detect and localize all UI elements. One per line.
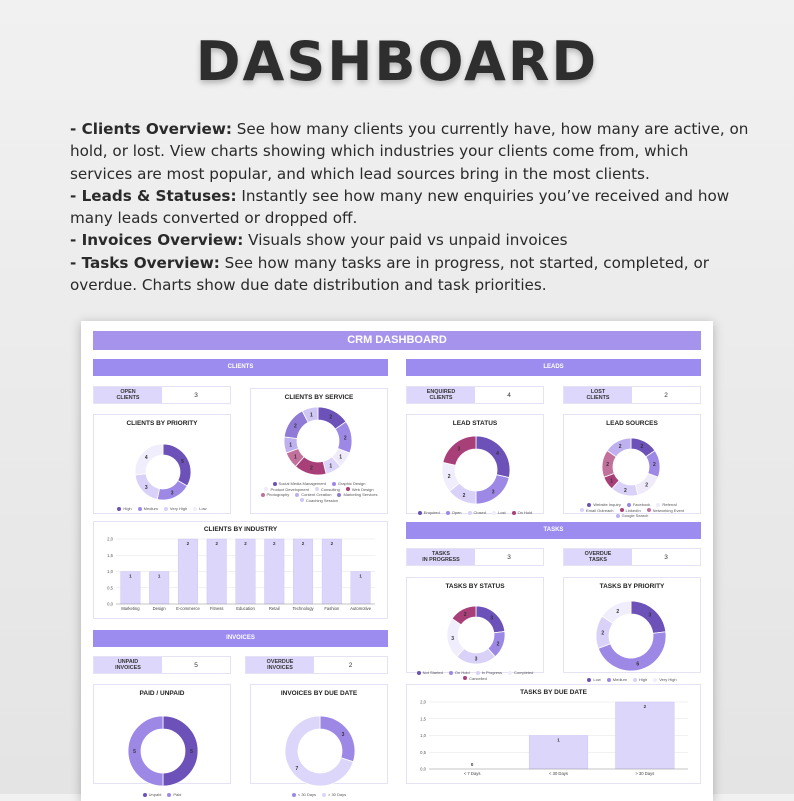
crm-dashboard-sheet (81, 321, 713, 801)
kpi-label: OPEN CLIENTS (94, 387, 162, 403)
kpi-value: 3 (194, 391, 198, 399)
donut-slice-label: 1 (293, 454, 297, 461)
kpi-value: 4 (507, 391, 511, 399)
donut-svg (564, 415, 700, 513)
legend-swatch (346, 487, 350, 491)
y-tick-label: 0,0 (107, 601, 113, 607)
legend-swatch (449, 671, 453, 675)
bar-value-label: 2 (301, 541, 305, 546)
kpi-value: 2 (348, 661, 353, 669)
legend-item (633, 677, 647, 683)
kpi-label: UNPAID INVOICES (94, 657, 162, 673)
legend-label: LinkedIn (625, 507, 641, 513)
legend-swatch (295, 493, 299, 497)
legend-swatch (332, 482, 336, 486)
bar-value-label: 2 (215, 541, 218, 546)
legend-item (300, 498, 338, 504)
x-tick-label: Education (236, 606, 255, 611)
donut-slice-30-days (320, 716, 355, 762)
donut-slice-label: 2 (601, 630, 605, 637)
page-title: DASHBOARD (195, 30, 599, 93)
legend-item (616, 513, 649, 519)
legend-swatch (463, 676, 467, 680)
legend-swatch (292, 793, 296, 797)
donut-slice-label: 3 (451, 635, 455, 642)
kpi-label: TASKS IN PROGRESS (407, 549, 475, 565)
chart-title: LEAD SOURCES (606, 420, 658, 427)
donut-slice-label: 3 (474, 656, 478, 663)
bar-e-commerce (178, 539, 198, 604)
donut-slice-label: 5 (181, 458, 184, 465)
chart-title: PAID / UNPAID (139, 690, 185, 697)
kpi-value: 2 (664, 391, 668, 399)
legend-swatch (587, 678, 591, 682)
x-tick-label: Retail (268, 606, 280, 611)
legend-label: Web Design (351, 486, 374, 492)
donut-slice-label: 2 (310, 465, 313, 472)
donut-slice-label: 3 (341, 732, 345, 739)
page-description (70, 118, 750, 296)
kpi-label: ENQUIRED CLIENTS (407, 387, 475, 403)
legend-item (446, 510, 462, 516)
section-invoices: INVOICES (93, 630, 388, 647)
chart-title: LEAD STATUS (452, 420, 498, 427)
legend-item (418, 510, 440, 516)
donut-svg (94, 685, 230, 783)
x-tick-label: Fashion (324, 606, 340, 611)
x-tick-label: Design (152, 606, 166, 611)
legend-label: < 30 Days (297, 792, 316, 797)
chart-legend (570, 502, 694, 519)
bar-chart-svg (407, 685, 700, 783)
legend-item (138, 506, 158, 512)
legend-label: In Progress (481, 670, 503, 675)
legend-label: Networking Event (652, 507, 685, 513)
donut-slice-label: 3 (491, 489, 495, 496)
chart-invoices-by-due-date (250, 684, 388, 797)
kpi-label: OVERDUE TASKS (564, 549, 632, 565)
x-tick-label: Automotive (350, 606, 372, 611)
description-clients: - Clients Overview: See how many clients you currently have, how many are active, on hold, or lost. View charts showing which industries your clients come from, which services are most popular, and which lead sources bring in the most clients. (70, 120, 749, 183)
kpi-value: 5 (194, 661, 198, 669)
legend-label: Website Inquiry (593, 502, 621, 507)
bar-value-label: 0 (470, 762, 474, 767)
chart-title: CLIENTS BY INDUSTRY (203, 526, 278, 533)
legend-label: Not Started (422, 670, 443, 675)
legend-label: Photography (266, 492, 290, 497)
chart-lead-sources (563, 414, 701, 518)
legend-label: Enquired (423, 510, 440, 515)
legend-swatch (117, 507, 121, 511)
chart-legend (100, 506, 224, 512)
bar-education (236, 539, 256, 604)
legend-item (117, 506, 131, 512)
legend-swatch (633, 678, 637, 682)
legend-item (143, 792, 162, 798)
kpi-overdue-tasks (563, 548, 701, 566)
legend-label: > 30 Days (328, 792, 347, 797)
section-tasks: TASKS (406, 522, 701, 539)
legend-item (508, 670, 533, 676)
y-tick-label: 0,5 (420, 749, 426, 755)
kpi-label: LOST CLIENTS (564, 387, 632, 403)
x-tick-label: > 30 Days (635, 771, 655, 776)
donut-slice-label: 1 (610, 478, 614, 485)
description-tasks: - Tasks Overview: See how many tasks are in progress, not started, completed, or overdue. Charts show due date distribution and task priorities. (70, 253, 709, 295)
legend-label: Coaching Session (305, 497, 339, 503)
chart-title: CLIENTS BY PRIORITY (126, 420, 198, 427)
donut-slice-label: 1 (329, 463, 333, 470)
legend-label: Facebook (632, 502, 651, 507)
chart-title: TASKS BY STATUS (445, 583, 505, 590)
donut-slice-label: 2 (462, 492, 466, 499)
donut-slice-enquired (476, 436, 510, 478)
legend-label: Lost (498, 510, 506, 515)
legend-item (587, 677, 600, 683)
donut-slice-low (135, 444, 163, 475)
bar-value-label: 1 (557, 737, 560, 743)
legend-swatch (508, 671, 512, 675)
y-tick-label: 1,0 (107, 569, 113, 574)
legend-swatch (647, 508, 651, 512)
legend-swatch (337, 493, 341, 497)
bar-value-label: 2 (273, 541, 276, 546)
donut-slice-label: 4 (144, 454, 148, 461)
chart-tasks-by-priority (563, 577, 701, 682)
donut-slice-label: 2 (645, 482, 648, 489)
donut-slice-label: 1 (339, 454, 343, 461)
legend-swatch (476, 671, 480, 675)
legend-label: On Hold (454, 670, 470, 675)
donut-slice-label: 1 (289, 442, 293, 449)
y-tick-label: 1,0 (420, 733, 426, 738)
legend-swatch (587, 503, 591, 507)
bar-value-label: 1 (157, 573, 161, 579)
legend-item (607, 677, 627, 683)
legend-item (492, 510, 506, 516)
legend-swatch (164, 507, 168, 511)
legend-swatch (653, 678, 657, 682)
y-tick-label: 2,0 (107, 536, 113, 542)
legend-swatch (300, 498, 304, 502)
legend-item (647, 508, 684, 514)
kpi-unpaid-invoices (93, 656, 231, 674)
legend-swatch (468, 511, 472, 515)
bar-chart-svg (94, 522, 387, 618)
legend-item (653, 677, 676, 683)
legend-label: Content Creation (301, 492, 332, 497)
chart-title: CLIENTS BY SERVICE (284, 394, 354, 401)
legend-swatch (580, 508, 584, 512)
chart-title: INVOICES BY DUE DATE (280, 690, 358, 697)
legend-item (463, 676, 487, 682)
bar-fashion (322, 539, 342, 604)
kpi-value: 3 (507, 553, 511, 561)
chart-paid-unpaid (93, 684, 231, 797)
x-tick-label: Technology (292, 606, 314, 611)
legend-item (468, 510, 486, 516)
legend-swatch (273, 482, 277, 486)
legend-swatch (322, 793, 326, 797)
donut-slice-label: 2 (616, 608, 620, 615)
donut-slice-label: 2 (293, 423, 297, 430)
donut-svg (94, 415, 230, 513)
chart-legend (570, 677, 694, 683)
legend-swatch (656, 503, 660, 507)
legend-label: Paid (173, 792, 182, 797)
legend-label: Graphic Design (337, 481, 366, 486)
kpi-value: 3 (664, 553, 668, 561)
legend-label: Cancelled (469, 675, 487, 681)
legend-label: High (639, 677, 648, 682)
legend-label: Low (199, 506, 207, 511)
section-clients: CLIENTS (93, 359, 388, 376)
chart-legend (257, 481, 381, 503)
donut-slice-label: 5 (133, 749, 136, 755)
legend-swatch (261, 493, 265, 497)
legend-item (164, 506, 187, 512)
description-leads: - Leads & Statuses: Instantly see how many new enquiries you’ve received and how many leads converted or dropped off. (70, 186, 730, 228)
bar-value-label: 2 (643, 704, 647, 709)
legend-swatch (616, 514, 620, 518)
legend-swatch (264, 487, 268, 491)
kpi-tasks-in-progress (406, 548, 544, 566)
dashboard-title: CRM DASHBOARD (93, 331, 701, 350)
donut-slice-label: 2 (652, 462, 656, 469)
bar-technology (293, 539, 313, 604)
section-leads: LEADS (406, 359, 701, 376)
chart-title: TASKS BY DUE DATE (520, 689, 587, 696)
kpi-enquired-clients (406, 386, 544, 404)
legend-swatch (620, 508, 624, 512)
kpi-open-clients (93, 386, 231, 404)
legend-label: Marketing Services (343, 492, 378, 497)
kpi-label: OVERDUE INVOICES (246, 657, 314, 673)
donut-slice-label: 2 (447, 474, 451, 481)
legend-label: Unpaid (148, 792, 162, 797)
bar-value-label: 2 (186, 541, 190, 546)
legend-swatch (627, 503, 631, 507)
donut-svg (564, 578, 700, 672)
legend-item (167, 792, 181, 798)
donut-svg (251, 685, 387, 783)
legend-item (292, 792, 316, 798)
y-tick-label: 1,5 (107, 552, 113, 558)
legend-swatch (446, 511, 450, 515)
kpi-lost-clients (563, 386, 701, 404)
chart-clients-by-priority (93, 414, 231, 514)
donut-slice-label: 7 (295, 765, 299, 772)
legend-item (322, 792, 346, 798)
donut-slice-label: 1 (310, 412, 313, 419)
donut-svg (407, 578, 543, 672)
legend-label: Medium (143, 506, 158, 511)
chart-tasks-by-due-date (406, 684, 701, 784)
legend-swatch (138, 507, 142, 511)
x-tick-label: E-commerce (176, 606, 200, 611)
description-invoices: - Invoices Overview: Visuals show your paid vs unpaid invoices (70, 231, 568, 250)
legend-swatch (607, 678, 611, 682)
donut-slice-label: 2 (640, 444, 644, 451)
y-tick-label: 1,5 (420, 716, 426, 722)
chart-legend (100, 792, 224, 798)
chart-clients-by-industry (93, 521, 388, 619)
legend-label: Very High (659, 677, 677, 682)
legend-swatch (492, 511, 496, 515)
bar-value-label: 1 (129, 573, 132, 579)
chart-title: TASKS BY PRIORITY (599, 583, 665, 590)
chart-lead-status (406, 414, 544, 514)
legend-label: Very High (169, 506, 188, 511)
legend-label: Product Development (270, 486, 309, 492)
legend-item (417, 670, 443, 676)
legend-label: Completed (514, 670, 534, 675)
bar-30-days (615, 702, 674, 769)
legend-label: Email Outreach (585, 507, 614, 513)
legend-label: Open (451, 510, 462, 515)
donut-slice-label: 5 (190, 749, 193, 755)
donut-slice-label: 2 (606, 462, 610, 469)
legend-item (261, 492, 290, 498)
legend-label: Medium (612, 677, 627, 682)
legend-swatch (417, 671, 421, 675)
chart-clients-by-service (250, 388, 388, 514)
legend-swatch (315, 487, 319, 491)
legend-label: On Hold (517, 510, 533, 515)
bar-retail (264, 539, 284, 604)
donut-svg (407, 415, 543, 513)
legend-label: Social Media Management (278, 481, 326, 486)
y-tick-label: 2,0 (420, 699, 426, 705)
legend-item (580, 508, 614, 514)
legend-item (512, 510, 533, 516)
donut-slice-label: 2 (343, 435, 347, 442)
donut-slice-label: 2 (618, 444, 622, 451)
x-tick-label: < 30 Days (549, 771, 568, 776)
donut-slice-label: 4 (496, 450, 499, 457)
y-tick-label: 0,5 (107, 585, 113, 591)
y-tick-label: 0,0 (420, 766, 426, 772)
donut-slice-label: 3 (490, 615, 493, 622)
donut-slice-label: 3 (144, 485, 148, 492)
donut-slice-label: 6 (636, 661, 640, 668)
donut-slice-label: 2 (623, 487, 627, 494)
donut-slice-label: 3 (170, 490, 174, 497)
legend-label: Google Search (621, 513, 649, 518)
x-tick-label: < 7 Days (463, 771, 481, 776)
bar-value-label: 1 (359, 573, 362, 579)
legend-swatch (512, 511, 516, 515)
bar-value-label: 2 (244, 541, 247, 546)
legend-label: Consulting (320, 486, 340, 492)
chart-tasks-by-status (406, 577, 544, 681)
legend-label: Referral (662, 502, 677, 507)
legend-label: Closed (473, 510, 486, 515)
donut-slice-high (163, 444, 191, 486)
legend-swatch (193, 507, 197, 511)
donut-slice-label: 3 (648, 612, 652, 619)
legend-swatch (418, 511, 422, 515)
chart-legend (413, 670, 537, 681)
x-tick-label: Fitness (209, 606, 224, 611)
donut-slice-label: 2 (496, 641, 500, 648)
donut-slice-label: 2 (463, 612, 467, 619)
kpi-overdue-invoices (245, 656, 388, 674)
legend-item (193, 506, 206, 512)
legend-item (337, 492, 377, 498)
legend-label: Low (593, 677, 601, 682)
chart-legend (257, 792, 381, 798)
legend-swatch (143, 793, 147, 797)
legend-swatch (167, 793, 171, 797)
donut-slice-label: 2 (329, 414, 333, 421)
legend-label: High (123, 506, 132, 511)
donut-slice-label: 3 (457, 446, 461, 453)
chart-legend (413, 510, 537, 516)
x-tick-label: Marketing (121, 606, 140, 611)
bar-fitness (207, 539, 227, 604)
bar-value-label: 2 (330, 541, 334, 546)
